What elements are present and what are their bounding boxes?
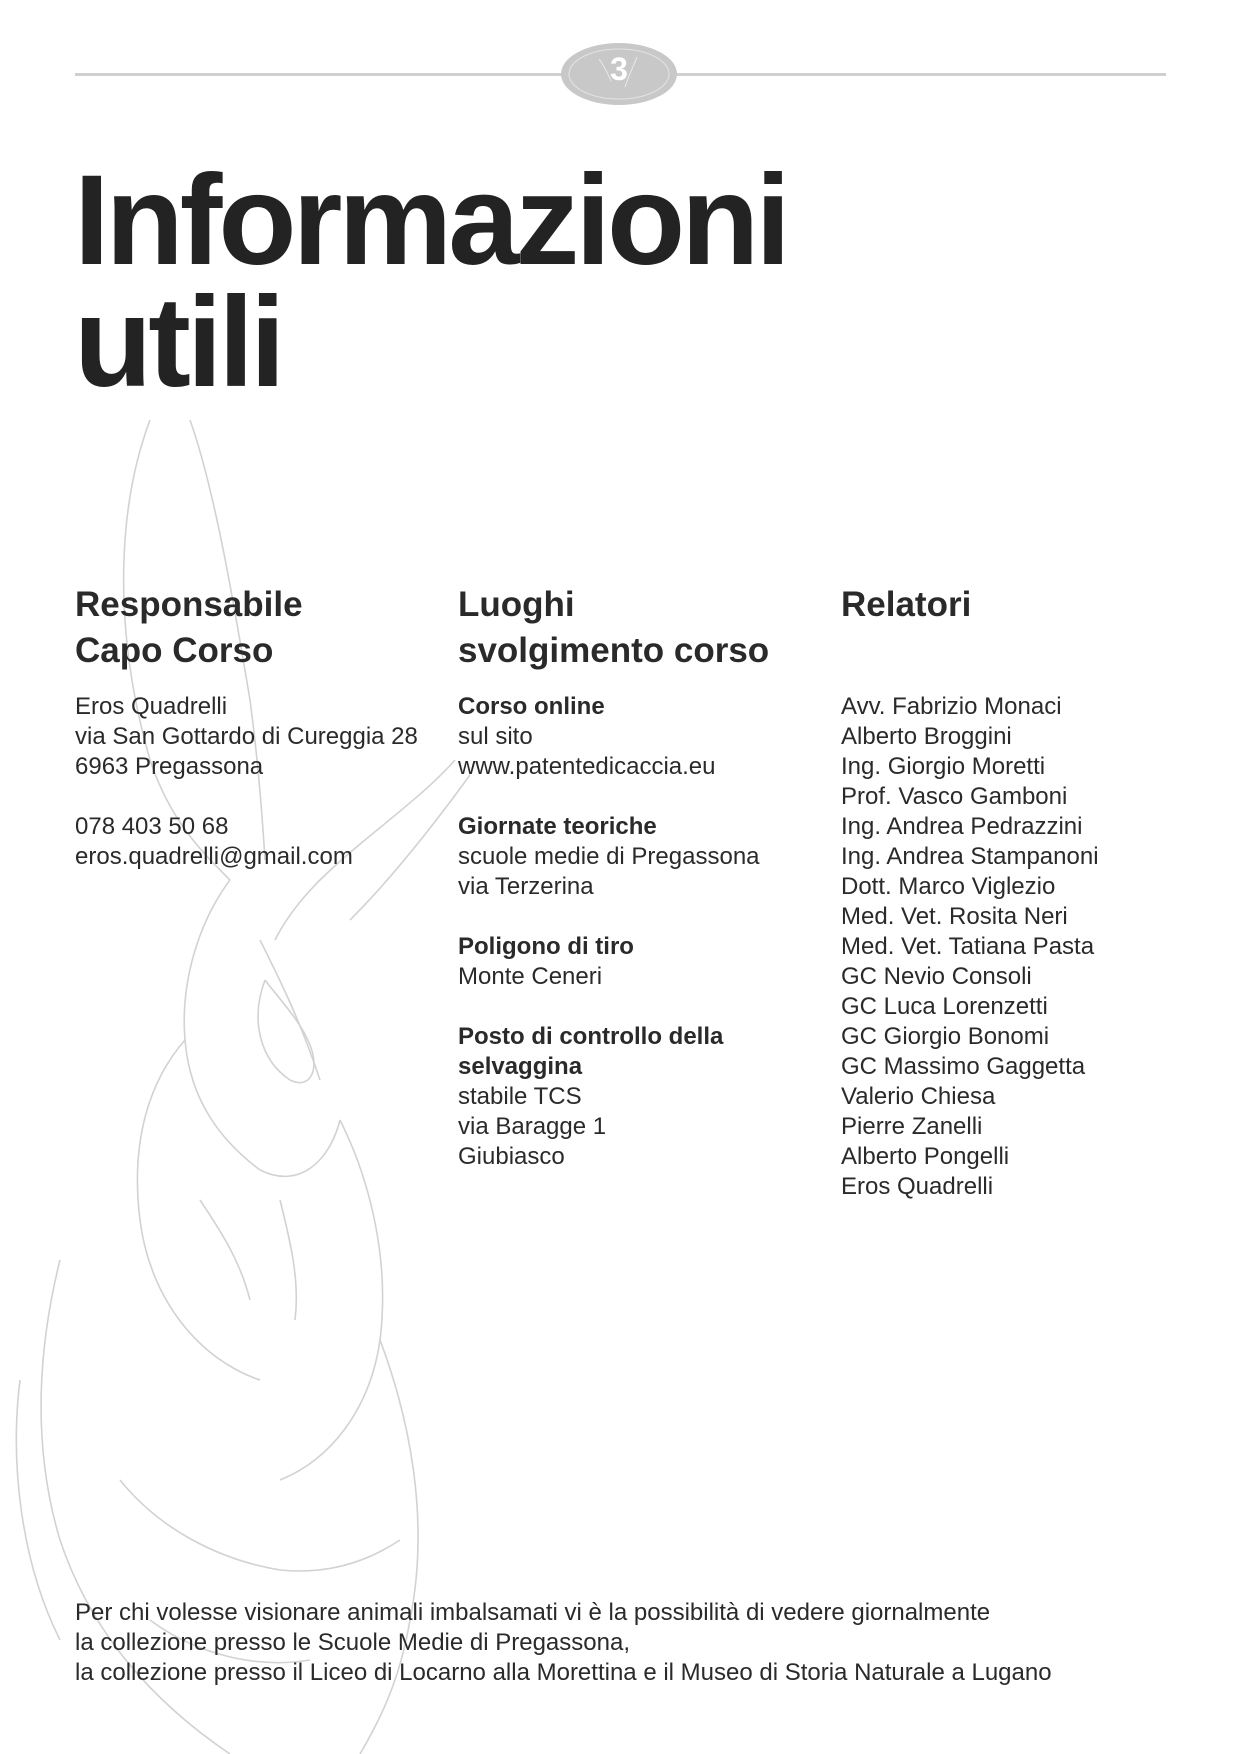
relatore-item: GC Luca Lorenzetti [841,993,1048,1020]
heading-line: Luoghi [458,585,575,624]
page-number-badge [559,41,679,107]
contact-phone: 078 403 50 68 [75,813,229,840]
luoghi-column [458,582,828,1172]
heading-line: Relatori [841,585,972,624]
footer-line: la collezione presso le Scuole Medie di Pregassona, [75,1629,630,1656]
section-title-posto-controllo: selvaggina [458,1053,583,1080]
page-title-line: utili [74,271,282,414]
relatore-item: Avv. Fabrizio Monaci [841,693,1062,720]
relatore-item: Prof. Vasco Gamboni [841,783,1068,810]
section-line-website: www.patentedicaccia.eu [458,753,716,780]
section-line: Giubiasco [458,1143,565,1170]
page-title-line: Informazioni [74,149,787,292]
section-title-giornate-teoriche: Giornate teoriche [458,813,657,840]
relatore-item: Alberto Broggini [841,723,1012,750]
relatore-item: Ing. Andrea Pedrazzini [841,813,1083,840]
footer-line: la collezione presso il Liceo di Locarno alla Morettina e il Museo di Storia Naturale a Lugano [75,1659,1052,1686]
section-title-poligono: Poligono di tiro [458,933,634,960]
section-line: via Baragge 1 [458,1113,607,1140]
luoghi-heading [458,582,828,692]
contact-city: 6963 Pregassona [75,753,264,780]
relatore-item: Alberto Pongelli [841,1143,1010,1170]
relatori-column [841,582,1211,1202]
section-title-corso-online: Corso online [458,693,605,720]
heading-line: svolgimento corso [458,631,770,670]
relatore-item: Eros Quadrelli [841,1173,994,1200]
responsabile-column [75,582,445,872]
section-line: scuole medie di Pregassona [458,843,760,870]
relatore-item: GC Massimo Gaggetta [841,1053,1086,1080]
section-line: via Terzerina [458,873,594,900]
relatore-item: GC Nevio Consoli [841,963,1032,990]
section-line: sul sito [458,723,533,750]
footer-note [75,1598,1175,1688]
relatore-item: Ing. Giorgio Moretti [841,753,1046,780]
contact-email: eros.quadrelli@gmail.com [75,843,353,870]
contact-street: via San Gottardo di Cureggia 28 [75,723,418,750]
relatore-item: Med. Vet. Rosita Neri [841,903,1068,930]
relatore-item: Pierre Zanelli [841,1113,983,1140]
relatore-item: Valerio Chiesa [841,1083,996,1110]
relatore-item: GC Giorgio Bonomi [841,1023,1050,1050]
relatori-list [841,692,1211,1202]
relatore-item: Med. Vet. Tatiana Pasta [841,933,1095,960]
footer-line: Per chi volesse visionare animali imbalsamati vi è la possibilità di vedere giornalmente [75,1599,991,1626]
page-number: 3 [610,51,628,87]
relatore-item: Ing. Andrea Stampanoni [841,843,1099,870]
heading-line: Capo Corso [75,631,274,670]
responsabile-heading [75,582,445,692]
relatore-item: Dott. Marco Viglezio [841,873,1056,900]
section-line: Monte Ceneri [458,963,603,990]
heading-line: Responsabile [75,585,303,624]
section-title-posto-controllo: Posto di controllo della [458,1023,724,1050]
contact-name: Eros Quadrelli [75,693,228,720]
relatori-heading [841,582,1211,692]
section-line: stabile TCS [458,1083,582,1110]
page-title [74,149,787,414]
